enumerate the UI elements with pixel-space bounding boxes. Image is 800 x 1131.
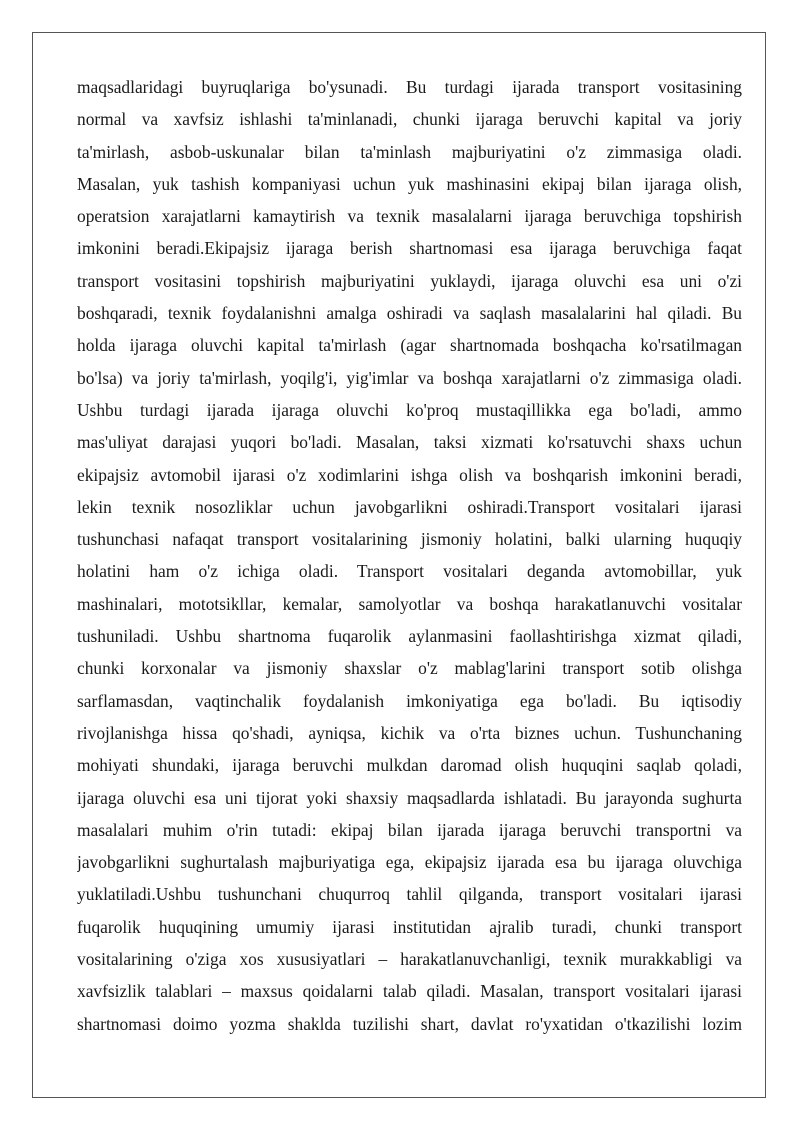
text-line: yuklatiladi.Ushbu tushunchani chuqurroq tahlil qilganda, transport vositalari ijarasi (77, 884, 742, 905)
text-line: masalalari muhim o'rin tutadi: ekipaj bilan ijarada ijaraga beruvchi transportni va (77, 819, 742, 840)
text-line: mashinalari, mototsikllar, kemalar, samolyotlar va boshqa harakatlanuvchi vositalar (77, 593, 742, 614)
text-line: Ushbu turdagi ijarada ijaraga oluvchi ko'proq mustaqillikka ega bo'ladi, ammo (77, 399, 742, 420)
text-line: boshqaradi, texnik foydalanishni amalga oshiradi va saqlash masalalarini hal qiladi. Bu (77, 303, 742, 324)
text-line: transport vositasini topshirish majburiyatini yuklaydi, ijaraga oluvchi esa uni o'zi (77, 270, 742, 291)
text-line: xavfsizlik talablari – maxsus qoidalarni talab qiladi. Masalan, transport vositalari ijarasi (77, 981, 742, 1002)
text-line: holatini ham o'z ichiga oladi. Transport vositalari deganda avtomobillar, yuk (77, 561, 742, 582)
text-line: ekipajsiz avtomobil ijarasi o'z xodimlarini ishga olish va boshqarish imkonini beradi, (77, 464, 742, 485)
text-line: maqsadlaridagi buyruqlariga bo'ysunadi. Bu turdagi ijarada transport vositasining (77, 77, 742, 97)
text-line: javobgarlikni sughurtalash majburiyatiga ega, ekipajsiz ijarada esa bu ijaraga oluvchiga (77, 852, 742, 873)
text-line: Masalan, yuk tashish kompaniyasi uchun yuk mashinasini ekipaj bilan ijaraga olish, (77, 173, 742, 194)
text-line: fuqarolik huquqining umumiy ijarasi institutidan ajralib turadi, chunki transport (77, 916, 742, 937)
text-line: lekin texnik nosozliklar uchun javobgarlikni oshiradi.Transport vositalari ijarasi (77, 496, 742, 517)
text-line: mas'uliyat darajasi yuqori bo'ladi. Masalan, taksi xizmati ko'rsatuvchi shaxs uchun (77, 432, 742, 453)
text-line: operatsion xarajatlarni kamaytirish va texnik masalalarni ijaraga beruvchiga topshirish (77, 206, 742, 227)
text-line: bo'lsa) va joriy ta'mirlash, yoqilg'i, yig'imlar va boshqa xarajatlarni o'z zimmasiga oladi. (77, 367, 742, 388)
text-line: ta'mirlash, asbob-uskunalar bilan ta'minlash majburiyatini o'z zimmasiga oladi. (77, 141, 742, 162)
text-line: shartnomasi doimo yozma shaklda tuzilishi shart, davlat ro'yxatidan o'tkazilishi lozim (77, 1013, 742, 1034)
text-line: tushunchasi nafaqat transport vositalarining jismoniy holatini, balki ularning huquqiy (77, 529, 742, 550)
text-line: rivojlanishga hissa qo'shadi, ayniqsa, kichik va o'rta biznes uchun. Tushunchaning (77, 722, 742, 743)
text-line: tushuniladi. Ushbu shartnoma fuqarolik aylanmasini faollashtirishga xizmat qiladi, (77, 626, 742, 647)
text-line: sarflamasdan, vaqtinchalik foydalanish imkoniyatiga ega bo'ladi. Bu iqtisodiy (77, 690, 742, 711)
text-line: holda ijaraga oluvchi kapital ta'mirlash (agar shartnomada boshqacha ko'rsatilmagan (77, 335, 742, 356)
text-line: chunki korxonalar va jismoniy shaxslar o'z mablag'larini transport sotib olishga (77, 658, 742, 679)
body-paragraph (77, 71, 742, 1040)
text-line: vositalarining o'ziga xos xususiyatlari – harakatlanuvchanligi, texnik murakkabligi va (77, 949, 742, 970)
text-line: imkonini beradi.Ekipajsiz ijaraga berish shartnomasi esa ijaraga beruvchiga faqat (77, 238, 742, 259)
text-line: ijaraga oluvchi esa uni tijorat yoki shaxsiy maqsadlarda ishlatadi. Bu jarayonda sughurta (77, 787, 742, 808)
text-line: mohiyati shundaki, ijaraga beruvchi mulkdan daromad olish huquqini saqlab qoladi, (77, 755, 742, 776)
text-line: normal va xavfsiz ishlashi ta'minlanadi, chunki ijaraga beruvchi kapital va joriy (77, 109, 742, 130)
